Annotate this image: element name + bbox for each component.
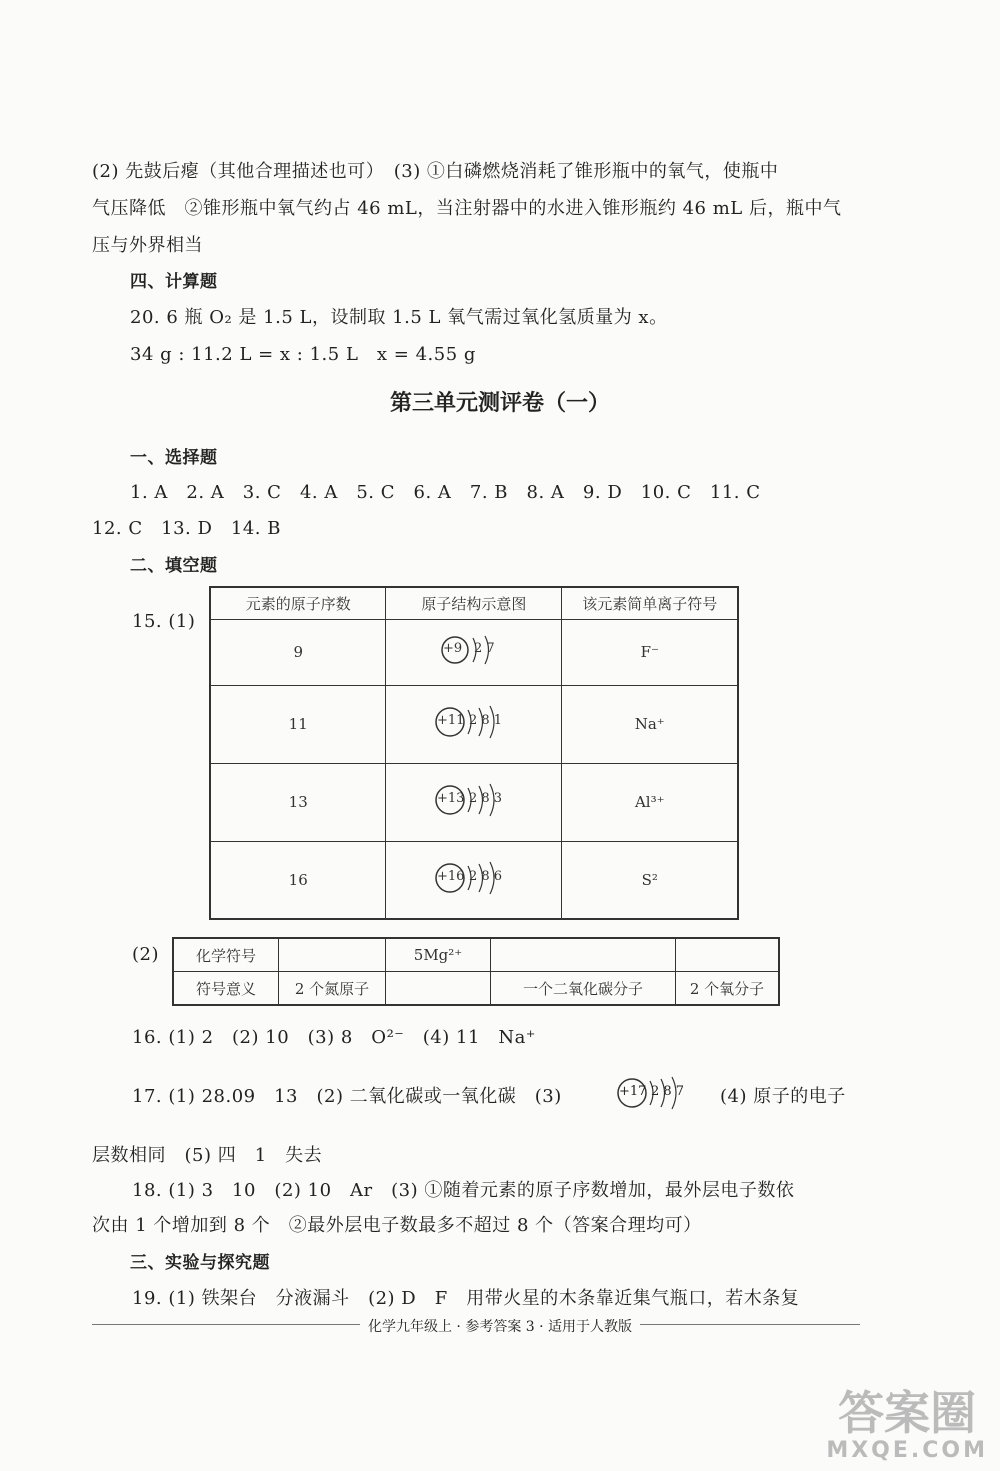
atom-structure-icon: +16 2 8 6 [434, 858, 514, 902]
atomic-number: 11 [210, 685, 386, 763]
table-row [210, 763, 738, 841]
answer-line: 次由 1 个增加到 8 个 ②最外层电子数最多不超过 8 个（答案合理均可） [92, 1215, 702, 1236]
section-heading: 二、填空题 [130, 556, 218, 576]
atom-structure-table [209, 586, 739, 920]
answer-line: 19. (1) 铁架台 分液漏斗 (2) D F 用带火星的木条靠近集气瓶口，若木条复 [132, 1288, 800, 1309]
answer-line: 18. (1) 3 10 (2) 10 Ar (3) ①随着元素的原子序数增加，最外层电子数依 [132, 1180, 795, 1201]
table-cell [676, 938, 780, 972]
ion-symbol: S² [562, 841, 738, 919]
atom-diagram [386, 619, 562, 685]
atom-structure-icon: +11 2 8 1 [434, 702, 514, 746]
answer-line: 20. 6 瓶 O₂ 是 1.5 L，设制取 1.5 L 氧气需过氧化氢质量为 x。 [130, 307, 668, 328]
ion-symbol: F⁻ [562, 619, 738, 685]
table-header: 元素的原子序数 [210, 587, 386, 619]
ion-symbol: Na⁺ [562, 685, 738, 763]
answer-line: 12. C 13. D 14. B [92, 518, 281, 539]
atom-diagram [386, 763, 562, 841]
table-cell: 化学符号 [173, 938, 279, 972]
page-footer: 化学九年级上 · 参考答案 3 · 适用于人教版 [0, 1316, 1000, 1336]
table-header: 该元素简单离子符号 [562, 587, 738, 619]
table-cell [279, 938, 386, 972]
table-cell: 2 个氧分子 [676, 972, 780, 1006]
atom-structure-icon: +17 2 8 7 [616, 1072, 696, 1118]
answer-line: 17. (1) 28.09 13 (2) 二氧化碳或一氧化碳 (3) [132, 1086, 562, 1107]
atomic-number: 9 [210, 619, 386, 685]
table-cell: 一个二氧化碳分子 [491, 972, 676, 1006]
atom-diagram [386, 841, 562, 919]
answer-line: 34 g : 11.2 L = x : 1.5 L x = 4.55 g [130, 344, 476, 365]
section-heading: 一、选择题 [130, 448, 218, 468]
atom-structure-icon: +13 2 8 3 [434, 780, 514, 824]
table-header: 原子结构示意图 [386, 587, 562, 619]
atomic-number: 16 [210, 841, 386, 919]
table-cell: 符号意义 [173, 972, 279, 1006]
page-title: 第三单元测评卷（一） [389, 391, 610, 416]
answer-line: 气压降低 ②锥形瓶中氧气约占 46 mL，当注射器中的水进入锥形瓶约 46 mL 后，瓶中气 [92, 198, 842, 219]
symbol-meaning-table [172, 937, 780, 1006]
table-cell [491, 938, 676, 972]
section-heading: 四、计算题 [130, 272, 218, 292]
answer-line: 16. (1) 2 (2) 10 (3) 8 O²⁻ (4) 11 Na⁺ [132, 1027, 536, 1048]
table-cell: 5Mg²⁺ [386, 938, 491, 972]
answer-line: (2) 先鼓后瘪（其他合理描述也可） (3) ①白磷燃烧消耗了锥形瓶中的氧气，使瓶中 [92, 161, 779, 182]
table-cell: 2 个氮原子 [279, 972, 386, 1006]
atomic-number: 13 [210, 763, 386, 841]
answer-line: 压与外界相当 [92, 235, 203, 256]
table-row [173, 938, 779, 972]
table-row [210, 619, 738, 685]
section-heading: 三、实验与探究题 [130, 1253, 270, 1273]
watermark-logo: 答案圈 MXQE.COM [826, 1386, 988, 1463]
answer-line: 1. A 2. A 3. C 4. A 5. C 6. A 7. B 8. A 9. D 10. C 11. C [130, 482, 761, 503]
answer-line: (4) 原子的电子 [720, 1086, 846, 1107]
atom-structure-icon: +9 2 7 [439, 630, 509, 674]
question-label: (2) [132, 944, 159, 965]
atom-diagram [386, 685, 562, 763]
ion-symbol: Al³⁺ [562, 763, 738, 841]
table-row [210, 685, 738, 763]
answer-line: 层数相同 (5) 四 1 失去 [92, 1145, 323, 1166]
question-label: 15. (1) [132, 611, 196, 632]
table-cell [386, 972, 491, 1006]
table-row [210, 841, 738, 919]
table-row [173, 972, 779, 1006]
